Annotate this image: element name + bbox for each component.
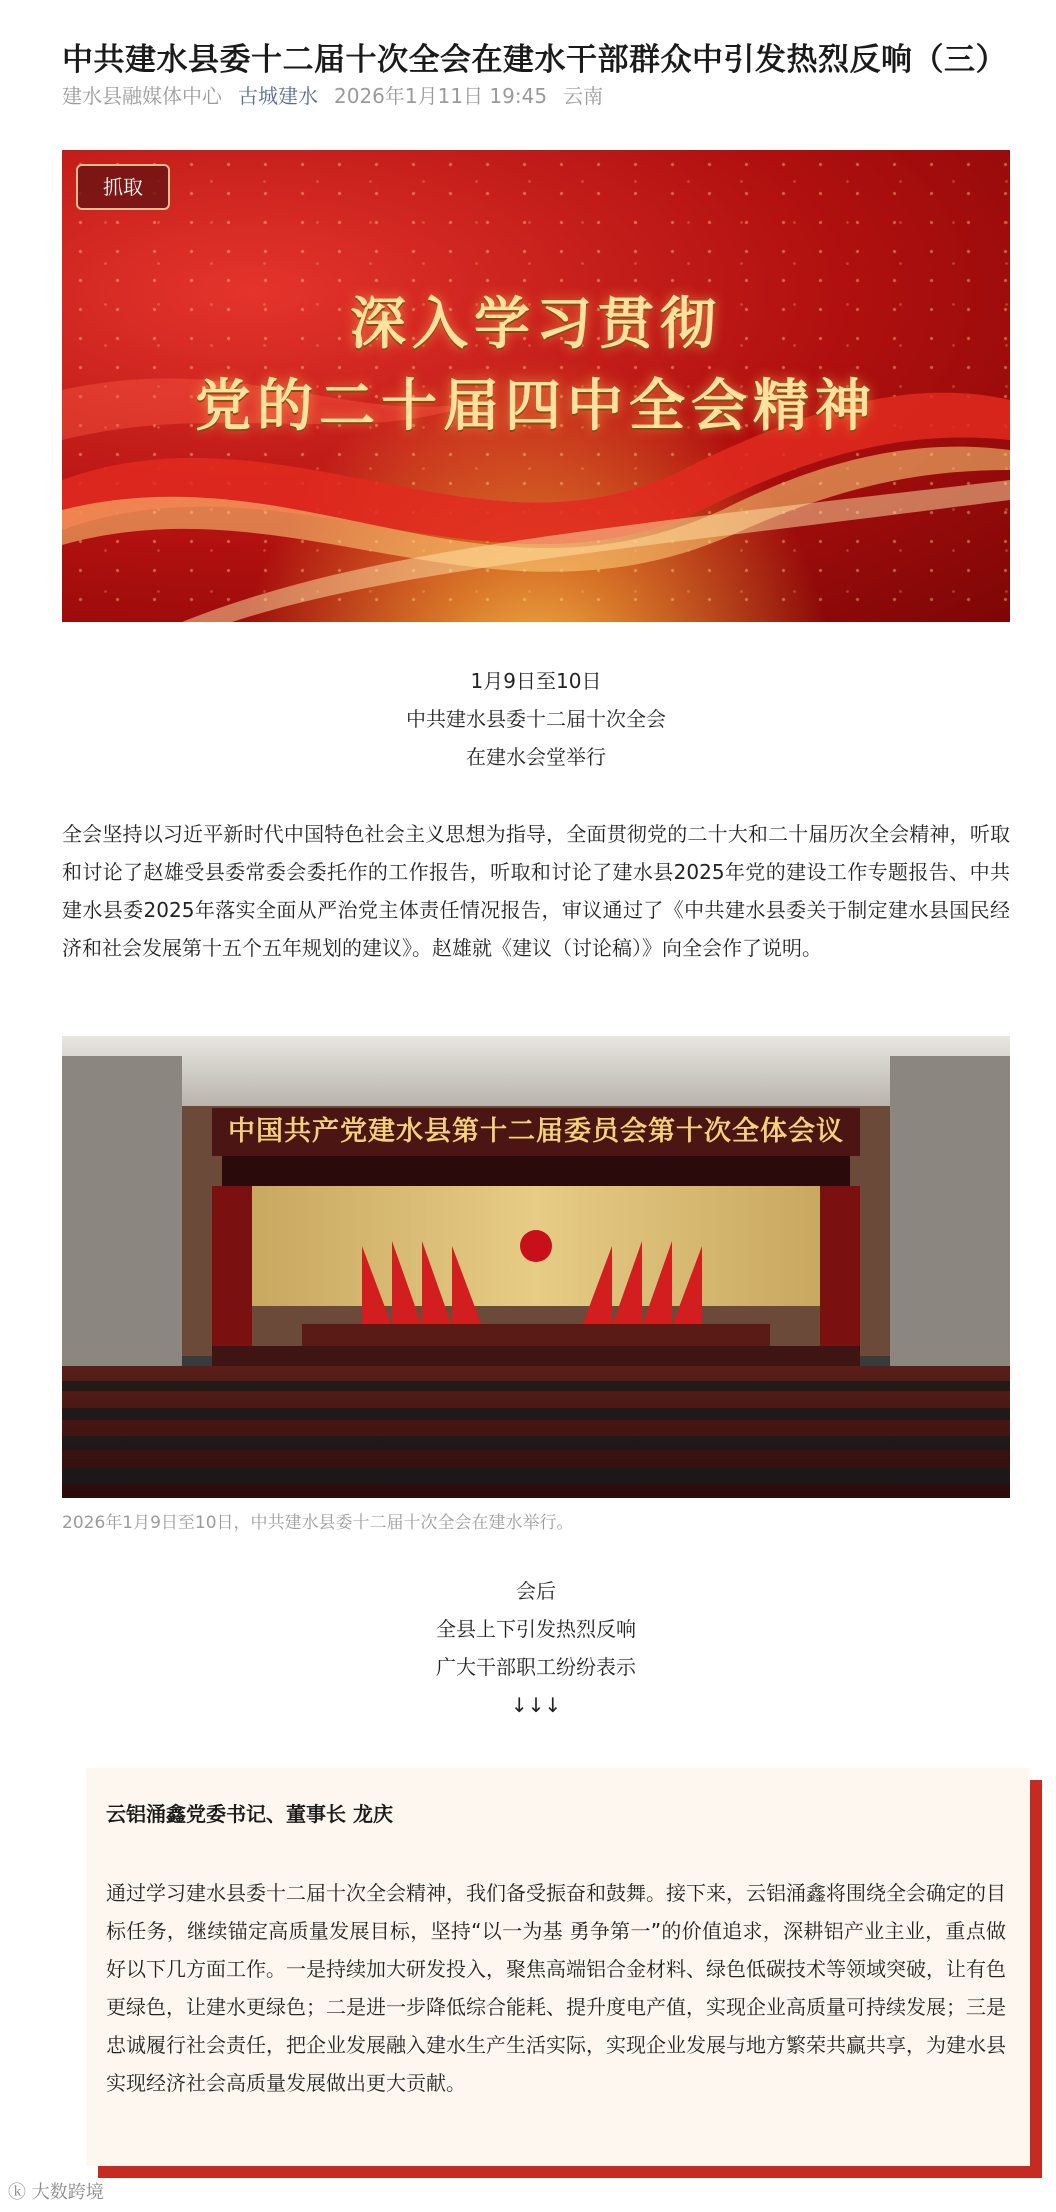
grab-tag[interactable]: 抓取 bbox=[76, 164, 170, 210]
quote-text: 通过学习建水县委十二届十次全会精神，我们备受振奋和鼓舞。接下来，云铝涌鑫将围绕全会确定的目标任务，继续锚定高质量发展目标，坚持“以一为基 勇争第一”的价值追求，深耕铝产业主业，重点做好以下几方面工作。一是持续加大研发投入，聚焦高端铝合金材料、绿色低碳技术等领域突破，让有色更绿色，让建水更绿色；二是进一步降低综合能耗、提升度电产值，实现企业高质量可持续发展；三是忠诚履行社会责任，把企业发展融入建水生产生活实际，实现企业发展与地方繁荣共赢共享，为建水县实现经济社会高质量发展做出更大贡献。 bbox=[106, 1881, 1006, 2095]
article-meta bbox=[62, 80, 603, 108]
body-paragraph: 全会坚持以习近平新时代中国特色社会主义思想为指导，全面贯彻党的二十大和二十届历次全会精神，听取和讨论了赵雄受县委常委会委托作的工作报告，听取和讨论了建水县2025年党的建设工作专题报告、中共建水县委2025年落实全面从严治党主体责任情况报告，审议通过了《中共建水县委关于制定建水县国民经济和社会发展第十五个五年规划的建议》。赵雄就《建议（讨论稿）》向全会作了说明。 bbox=[62, 822, 1010, 960]
hall-banner-text: 中国共产党建水县第十二届委员会第十次全体会议 bbox=[228, 1116, 844, 1147]
after-line-3: 广大干部职工纷纷表示 bbox=[436, 1655, 636, 1679]
banner-heading-line1: 深入学习贯彻 bbox=[350, 291, 722, 357]
photo-caption: 2026年1月9日至10日，中共建水县委十二届十次全会在建水举行。 bbox=[62, 1513, 574, 1533]
down-arrows: ↓↓↓ bbox=[510, 1693, 562, 1717]
intro-line-venue: 在建水会堂举行 bbox=[466, 745, 606, 769]
intro-line-date: 1月9日至10日 bbox=[470, 669, 602, 693]
intro-line-meeting: 中共建水县委十二届十次全会 bbox=[406, 707, 666, 731]
account-link[interactable]: 古城建水 bbox=[238, 84, 318, 108]
banner-heading-line2: 党的二十届四中全会精神 bbox=[195, 373, 877, 439]
after-line-1: 会后 bbox=[516, 1579, 556, 1603]
article-title: 中共建水县委十二届十次全会在建水干部群众中引发热烈反响（三） bbox=[62, 41, 1007, 78]
watermark bbox=[8, 2178, 104, 2204]
watermark-logo-icon: ⓚ bbox=[8, 2182, 26, 2203]
after-line-2: 全县上下引发热烈反响 bbox=[436, 1617, 636, 1641]
article-source: 建水县融媒体中心 bbox=[62, 84, 222, 108]
meeting-hall-illustration bbox=[62, 1036, 1010, 1498]
quote-author: 云铝涌鑫党委书记、董事长 龙庆 bbox=[106, 1802, 393, 1826]
banner-image bbox=[62, 150, 1010, 622]
article-region: 云南 bbox=[563, 84, 604, 108]
intro-block bbox=[62, 662, 1010, 776]
watermark-text: 大数跨境 bbox=[31, 2182, 104, 2203]
quote-card bbox=[86, 1768, 1030, 2166]
after-block bbox=[62, 1572, 1010, 1724]
article-datetime: 2026年1月11日 19:45 bbox=[334, 84, 548, 108]
meeting-photo bbox=[62, 1036, 1010, 1498]
